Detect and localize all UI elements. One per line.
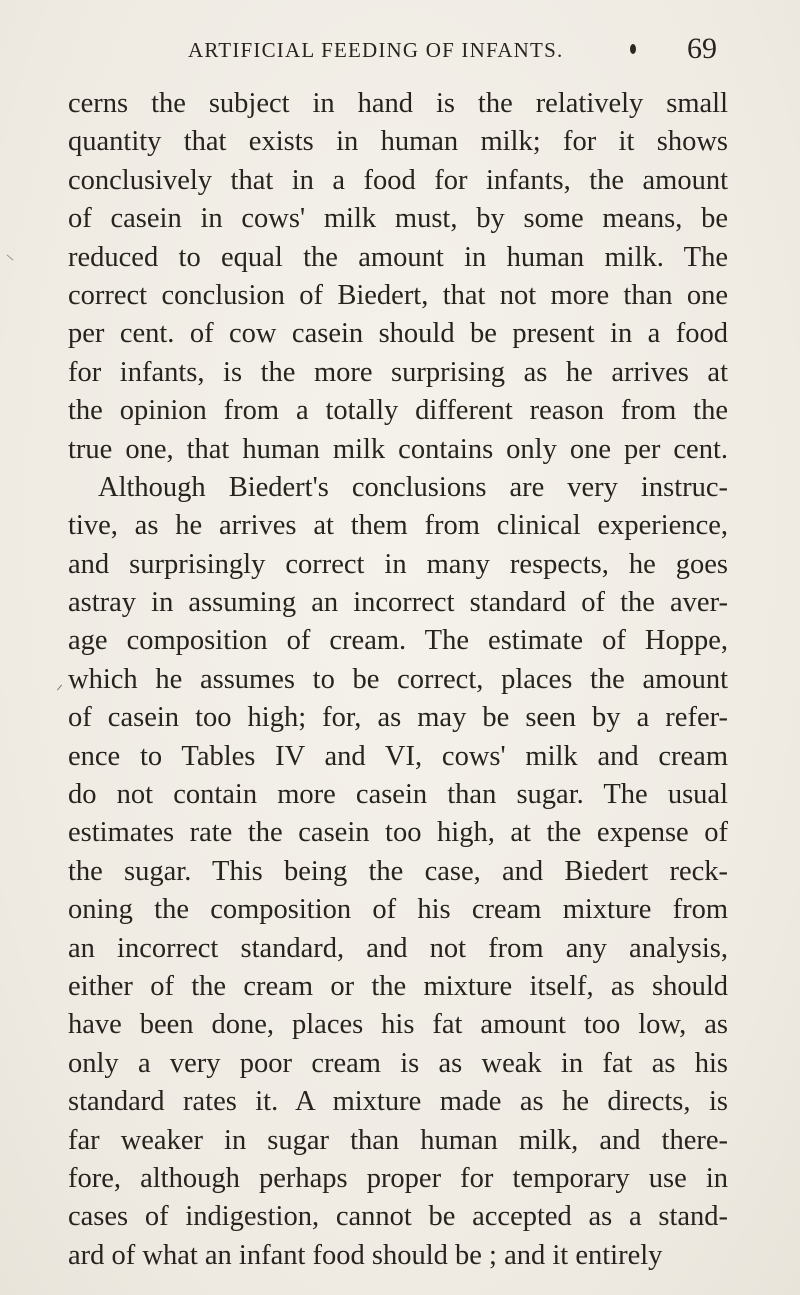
text-line: have been done, places his fat amount too low, as [68,1009,728,1041]
text-line: age composition of cream. The estimate of Hoppe, [68,625,728,657]
text-line: and surprisingly correct in many respects, he goes [68,548,728,580]
text-line: estimates rate the casein too high, at the expense of [68,817,728,849]
text-line: the opinion from a totally different reason from the [68,395,728,427]
text-line: tive, as he arrives at them from clinical experience, [68,510,728,542]
text-line: either of the cream or the mixture itself, as should [68,970,728,1002]
text-line: ard of what an infant food should be ; and it entirely [68,1239,663,1271]
text-line: Although Biedert's conclusions are very instruc- [98,471,728,503]
text-line: do not contain more casein than sugar. The usual [68,779,728,811]
text-line: for infants, is the more surprising as he arrives at [68,356,728,388]
text-line: of casein too high; for, as may be seen by a refer- [68,702,728,734]
text-line: which he assumes to be correct, places the amount [68,663,728,695]
text-line: standard rates it. A mixture made as he directs, is [68,1086,728,1118]
text-line: only a very poor cream is as weak in fat as his [68,1047,728,1079]
page-number: 69 [687,32,717,65]
text-line: reduced to equal the amount in human milk. The [68,241,728,273]
text-line: true one, that human milk contains only one per cent. [68,433,728,465]
text-line: astray in assuming an incorrect standard of the aver- [68,587,728,619]
text-line: conclusively that in a food for infants, the amount [68,164,728,196]
ink-dot-mark [630,44,636,54]
paper-mark [57,684,62,690]
text-line: of casein in cows' milk must, by some means, be [68,203,728,235]
text-line: quantity that exists in human milk; for it shows [68,126,728,158]
text-line: far weaker in sugar than human milk, and there- [68,1124,728,1156]
text-line: oning the composition of his cream mixture from [68,894,728,926]
running-head [0,32,800,72]
paper-mark [7,255,14,261]
text-line: the sugar. This being the case, and Biedert reck- [68,855,728,887]
text-line: cerns the subject in hand is the relatively small [68,88,728,119]
text-line: correct conclusion of Biedert, that not more than one [68,279,728,311]
text-line: an incorrect standard, and not from any analysis, [68,932,728,964]
body-text [68,85,728,1275]
text-line: per cent. of cow casein should be present in a food [68,318,728,350]
text-line: ence to Tables IV and VI, cows' milk and cream [68,740,728,772]
text-line: cases of indigestion, cannot be accepted as a stand- [68,1201,728,1233]
running-title: ARTIFICIAL FEEDING OF INFANTS. [188,38,564,62]
text-line: fore, although perhaps proper for temporary use in [68,1162,728,1194]
